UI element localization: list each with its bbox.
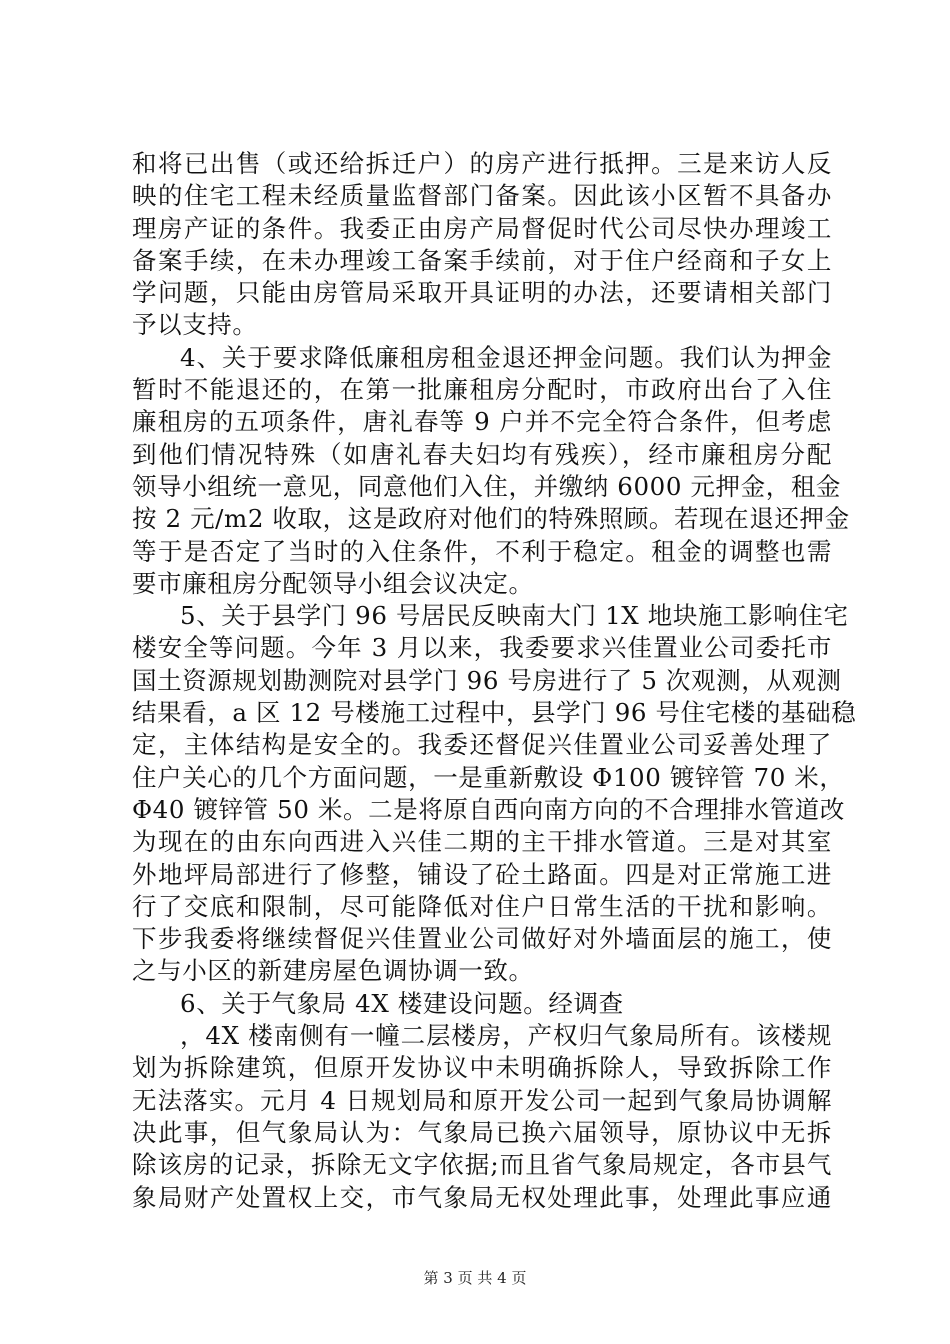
- text-line: 国土资源规划勘测院对县学门 96 号房进行了 5 次观测，从观测: [132, 665, 842, 695]
- text-line: 学问题，只能由房管局采取开具证明的办法，还要请相关部门: [132, 278, 832, 308]
- text-line: 行了交底和限制，尽可能降低对住户日常生活的干扰和影响。: [132, 891, 832, 921]
- text-line: 结果看，a 区 12 号楼施工过程中，县学门 96 号住宅楼的基础稳: [132, 698, 857, 728]
- text-line: 住户关心的几个方面问题，一是重新敷设 Φ100 镀锌管 70 米，: [132, 762, 845, 792]
- text-line: 映的住宅工程未经质量监督部门备案。因此该小区暂不具备办: [132, 181, 832, 211]
- text-line: 要市廉租房分配领导小组会议决定。: [132, 568, 534, 598]
- text-line: 予以支持。: [132, 310, 258, 340]
- text-line: 之与小区的新建房屋色调协调一致。: [132, 956, 534, 986]
- text-line: 楼安全等问题。今年 3 月以来，我委要求兴佳置业公司委托市: [132, 633, 832, 663]
- body-text: [132, 148, 857, 1214]
- text-line: 外地坪局部进行了修整，铺设了砼土路面。四是对正常施工进: [132, 859, 832, 889]
- text-line: 决此事，但气象局认为：气象局已换六届领导，原协议中无拆: [132, 1117, 832, 1147]
- text-line: 下步我委将继续督促兴佳置业公司做好对外墙面层的施工，使: [132, 924, 832, 954]
- text-line: 6、关于气象局 4X 楼建设问题。经调查: [180, 988, 624, 1018]
- text-line: 象局财产处置权上交，市气象局无权处理此事，处理此事应通: [132, 1182, 832, 1212]
- text-line: 和将已出售（或还给拆迁户）的房产进行抵押。三是来访人反: [132, 149, 832, 178]
- text-line: 等于是否定了当时的入住条件，不利于稳定。租金的调整也需: [132, 536, 832, 566]
- page-footer: 第 3 页 共 4 页: [423, 1269, 527, 1287]
- text-line: Φ40 镀锌管 50 米。二是将原自西向南方向的不合理排水管道改: [132, 794, 845, 824]
- text-line: 廉租房的五项条件，唐礼春等 9 户并不完全符合条件，但考虑: [132, 407, 832, 437]
- text-line: 到他们情况特殊（如唐礼春夫妇均有残疾），经市廉租房分配: [132, 439, 832, 469]
- text-line: 无法落实。元月 4 日规划局和原开发公司一起到气象局协调解: [132, 1085, 832, 1115]
- text-line: ，4X 楼南侧有一幢二层楼房，产权归气象局所有。该楼规: [180, 1021, 832, 1051]
- text-line: 为现在的由东向西进入兴佳二期的主干排水管道。三是对其室: [132, 827, 832, 857]
- text-line: 领导小组统一意见，同意他们入住，并缴纳 6000 元押金，租金: [132, 471, 842, 501]
- text-line: 划为拆除建筑，但原开发协议中未明确拆除人，导致拆除工作: [132, 1053, 832, 1083]
- text-line: 4、关于要求降低廉租房租金退还押金问题。我们认为押金: [180, 342, 832, 372]
- text-line: 除该房的记录，拆除无文字依据;而且省气象局规定，各市县气: [132, 1150, 832, 1180]
- text-line: 备案手续，在未办理竣工备案手续前，对于住户经商和子女上: [132, 245, 832, 275]
- text-line: 5、关于县学门 96 号居民反映南大门 1X 地块施工影响住宅: [180, 601, 849, 631]
- text-line: 按 2 元/m2 收取，这是政府对他们的特殊照顾。若现在退还押金: [132, 504, 850, 534]
- text-line: 暂时不能退还的，在第一批廉租房分配时，市政府出台了入住: [132, 375, 832, 405]
- text-line: 理房产证的条件。我委正由房产局督促时代公司尽快办理竣工: [132, 213, 832, 243]
- text-line: 定，主体结构是安全的。我委还督促兴佳置业公司妥善处理了: [132, 730, 832, 760]
